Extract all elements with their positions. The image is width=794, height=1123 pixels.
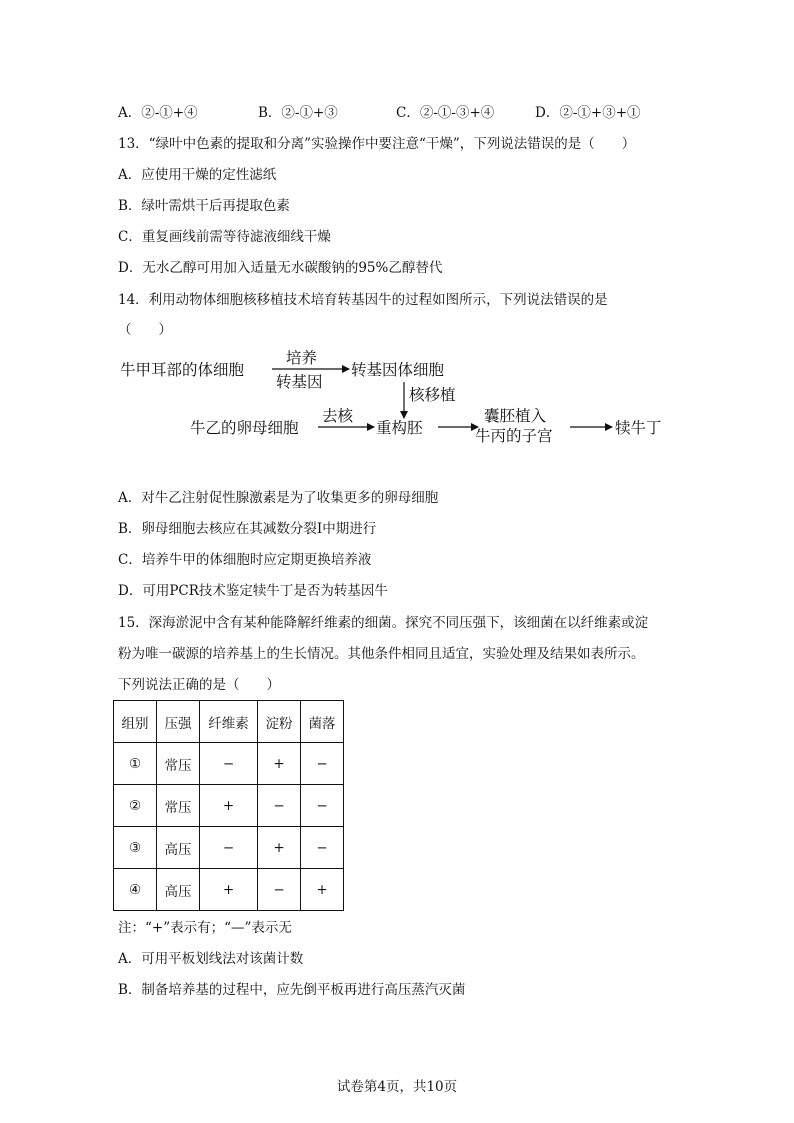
cell: − <box>200 827 258 869</box>
cell: ① <box>114 743 157 785</box>
q12-option-c[interactable]: C．②-①-③+④ <box>396 105 495 121</box>
cell: 高压 <box>157 827 200 869</box>
cell: ③ <box>114 827 157 869</box>
q15-stem-line1: 15．深海淤泥中含有某种能降解纤维素的细菌。探究不同压强下，该细菌在以纤维素或淀 <box>118 615 649 631</box>
page-footer: 试卷第4页，共10页 <box>336 1079 458 1095</box>
node-calf: 犊牛丁 <box>615 419 662 437</box>
cell: − <box>258 869 301 911</box>
node-reconstructed-embryo: 重构胚 <box>376 419 423 437</box>
cell: − <box>200 743 258 785</box>
q14-option-d[interactable]: D．可用PCR技术鉴定犊牛丁是否为转基因牛 <box>118 583 388 599</box>
q15-option-a[interactable]: A．可用平板划线法对该菌计数 <box>118 951 304 967</box>
cell: − <box>301 785 344 827</box>
cell: ② <box>114 785 157 827</box>
header-pressure: 压强 <box>157 701 200 743</box>
cell: + <box>258 743 301 785</box>
node-transgenic-cell: 转基因体细胞 <box>351 361 445 379</box>
cell: + <box>258 827 301 869</box>
header-group: 组别 <box>114 701 157 743</box>
node-oocyte: 牛乙的卵母细胞 <box>190 419 299 437</box>
q14-option-b[interactable]: B．卵母细胞去核应在其减数分裂Ⅰ中期进行 <box>118 521 377 537</box>
table-row <box>114 827 344 869</box>
q14-stem-line2: （ ） <box>118 322 172 338</box>
cell: + <box>301 869 344 911</box>
cell: 常压 <box>157 743 200 785</box>
table-row <box>114 743 344 785</box>
cell: + <box>200 869 258 911</box>
header-starch: 淀粉 <box>258 701 301 743</box>
cell: 常压 <box>157 785 200 827</box>
q14-option-a[interactable]: A．对牛乙注射促性腺激素是为了收集更多的卵母细胞 <box>118 490 439 506</box>
label-uterus: 牛丙的子宫 <box>475 427 553 445</box>
q12-option-d[interactable]: D．②-①+③+① <box>535 105 641 121</box>
header-cellulose: 纤维素 <box>200 701 258 743</box>
q14-option-c[interactable]: C．培养牛甲的体细胞时应定期更换培养液 <box>118 552 372 568</box>
q15-option-b[interactable]: B．制备培养基的过程中，应先倒平板再进行高压蒸汽灭菌 <box>118 982 466 998</box>
q13-option-d[interactable]: D．无水乙醇可用加入适量无水碳酸钠的95%乙醇替代 <box>118 260 443 276</box>
table-row <box>114 869 344 911</box>
cell: − <box>258 785 301 827</box>
q14-stem-line1: 14．利用动物体细胞核移植技术培育转基因牛的过程如图所示，下列说法错误的是 <box>118 292 608 308</box>
label-transgene: 转基因 <box>276 373 323 391</box>
q12-option-a[interactable]: A．②-①+④ <box>118 105 198 121</box>
table-header-row <box>114 701 344 743</box>
q13-stem: 13．“绿叶中色素的提取和分离”实验操作中要注意“干燥”，下列说法错误的是（ ） <box>118 136 636 152</box>
header-colony: 菌落 <box>301 701 344 743</box>
q13-option-b[interactable]: B．绿叶需烘干后再提取色素 <box>118 198 290 214</box>
label-enucleation: 去核 <box>322 407 354 425</box>
q15-results-table <box>113 700 344 911</box>
cell: − <box>301 743 344 785</box>
q12-option-b[interactable]: B．②-①+③ <box>258 105 338 121</box>
cell: 高压 <box>157 869 200 911</box>
node-somatic-cell: 牛甲耳部的体细胞 <box>120 361 245 379</box>
label-nuclear-transfer: 核移植 <box>409 386 456 404</box>
q13-option-c[interactable]: C．重复画线前需等待滤液细线干燥 <box>118 229 331 245</box>
q15-stem-line3: 下列说法正确的是（ ） <box>118 677 280 693</box>
table-row <box>114 785 344 827</box>
q15-table-note: 注：“+”表示有；“—”表示无 <box>118 920 292 936</box>
cell: ④ <box>114 869 157 911</box>
q13-option-a[interactable]: A．应使用干燥的定性滤纸 <box>118 167 277 183</box>
cell: + <box>200 785 258 827</box>
cloning-flow-diagram <box>118 346 678 452</box>
cell: − <box>301 827 344 869</box>
label-blastocyst-implant: 囊胚植入 <box>484 407 547 425</box>
q15-stem-line2: 粉为唯一碳源的培养基上的生长情况。其他条件相同且适宜，实验处理及结果如表所示。 <box>118 646 645 662</box>
label-culture: 培养 <box>286 349 318 367</box>
